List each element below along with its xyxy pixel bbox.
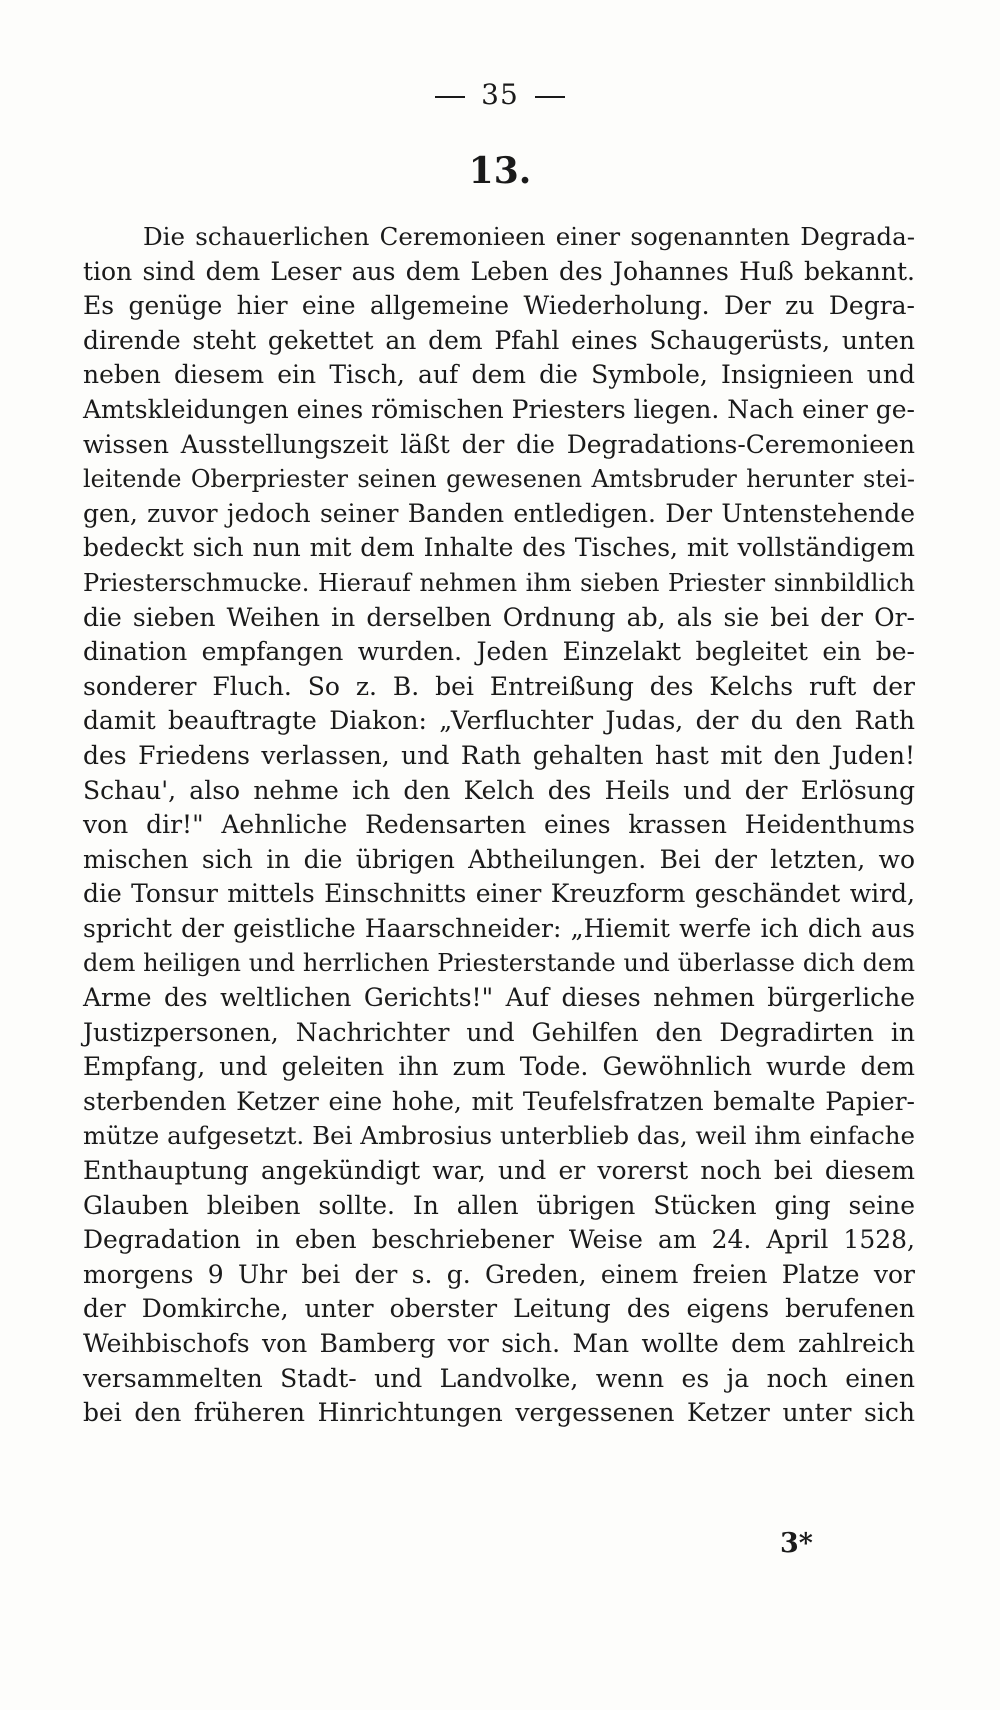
text-line: die sieben Weihen in derselben Ordnung ab, als sie bei der Or- [83, 602, 915, 632]
text-line: morgens 9 Uhr bei der s. g. Greden, einem freien Platze vor [83, 1259, 915, 1289]
text-line: dem heiligen und herrlichen Priesterstande und überlasse dich dem [83, 949, 915, 978]
text-line: leitende Oberpriester seinen gewesenen Amtsbruder herunter stei- [83, 465, 915, 494]
text-line: mischen sich in die übrigen Abtheilungen. Bei der letzten, wo [83, 844, 915, 874]
text-line: versammelten Stadt- und Landvolke, wenn es ja noch einen [83, 1363, 915, 1393]
page-number-header [0, 78, 1000, 111]
text-line: sonderer Fluch. So z. B. bei Entreißung des Kelchs ruft der [83, 671, 915, 701]
text-line: Es genüge hier eine allgemeine Wiederholung. Der zu Degra- [83, 291, 915, 321]
chapter-number: 13. [468, 150, 532, 192]
text-line: gen, zuvor jedoch seiner Banden entledigen. Der Untenstehende [83, 498, 915, 528]
dash-right [535, 96, 565, 98]
text-line: bedeckt sich nun mit dem Inhalte des Tisches, mit vollständigem [83, 533, 915, 563]
text-line: dination empfangen wurden. Jeden Einzelakt begleitet ein be- [83, 637, 915, 667]
text-line: die Tonsur mittels Einschnitts einer Kreuzform geschändet wird, [83, 879, 915, 909]
signature-mark: 3* [780, 1528, 813, 1559]
text-line: des Friedens verlassen, und Rath gehalten hast mit den Juden! [83, 740, 915, 770]
text-line: Justizpersonen, Nachrichter und Gehilfen den Degradirten in [83, 1017, 915, 1047]
text-line: neben diesem ein Tisch, auf dem die Symbole, Insignieen und [83, 360, 915, 390]
body-text [83, 220, 915, 1431]
text-line: Degradation in eben beschriebener Weise am 24. April 1528, [83, 1225, 915, 1255]
text-line: Enthauptung angekündigt war, und er vorerst noch bei diesem [83, 1156, 915, 1186]
text-line: bei den früheren Hinrichtungen vergessenen Ketzer unter sich [83, 1398, 915, 1428]
text-line: dirende steht gekettet an dem Pfahl eines Schaugerüsts, unten [83, 325, 915, 355]
text-line: mütze aufgesetzt. Bei Ambrosius unterblieb das, weil ihm einfache [83, 1121, 915, 1151]
text-line: Priesterschmucke. Hierauf nehmen ihm sieben Priester sinnbildlich [83, 568, 915, 597]
page-number: 35 [481, 78, 519, 111]
text-line: Die schauerlichen Ceremonieen einer sogenannten Degrada- [143, 222, 915, 251]
text-line: tion sind dem Leser aus dem Leben des Johannes Huß bekannt. [83, 256, 915, 286]
text-line: Empfang, und geleiten ihn zum Tode. Gewöhnlich wurde dem [83, 1052, 915, 1082]
text-line: der Domkirche, unter oberster Leitung des eigens berufenen [83, 1294, 915, 1324]
text-line: Arme des weltlichen Gerichts!" Auf dieses nehmen bürgerliche [83, 983, 915, 1013]
dash-left [435, 96, 465, 98]
text-line: Glauben bleiben sollte. In allen übrigen Stücken ging seine [83, 1190, 915, 1220]
text-line: von dir!" Aehnliche Redensarten eines krassen Heidenthums [83, 810, 915, 840]
text-line: Schau', also nehme ich den Kelch des Heils und der Erlösung [83, 775, 915, 805]
text-line: Amtskleidungen eines römischen Priesters liegen. Nach einer ge- [83, 394, 915, 424]
text-line: damit beauftragte Diakon: „Verfluchter Judas, der du den Rath [83, 706, 915, 736]
text-line: wissen Ausstellungszeit läßt der die Degradations-Ceremonieen [83, 429, 915, 459]
text-line: sterbenden Ketzer eine hohe, mit Teufelsfratzen bemalte Papier- [83, 1086, 915, 1116]
text-line: spricht der geistliche Haarschneider: „Hiemit werfe ich dich aus [83, 913, 915, 943]
text-line: Weihbischofs von Bamberg vor sich. Man wollte dem zahlreich [83, 1329, 915, 1358]
